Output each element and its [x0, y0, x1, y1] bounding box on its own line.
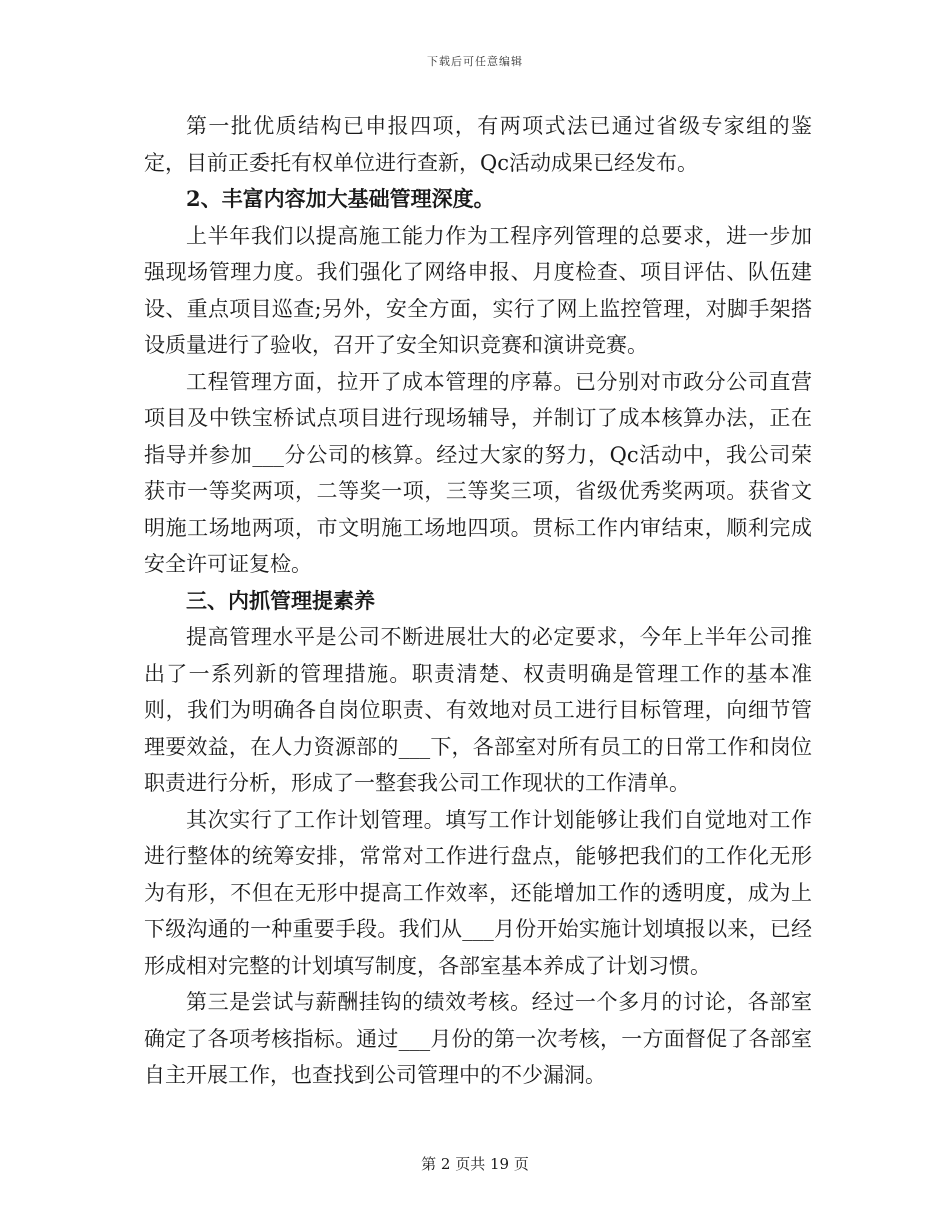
paragraph-engineering-management: 工程管理方面，拉开了成本管理的序幕。已分别对市政分公司直营项目及中铁宝桥试点项目进行现场辅导，并制订了成本核算办法，正在指导并参加___分公司的核算。经过大家的努力，Qc活动中，我公司荣获市一等奖两项，二等奖一项，三等奖三项，省级优秀奖两项。获省文明施工场地两项，市文明施工场地四项。贯标工作内审结束，顺利完成安全许可证复检。: [144, 369, 812, 576]
paragraph-work-plan: 其次实行了工作计划管理。填写工作计划能够让我们自觉地对工作进行整体的统筹安排，常常对工作进行盘点，能够把我们的工作化无形为有形，不但在无形中提高工作效率，还能增加工作的透明度，成为上下级沟通的一种重要手段。我们从___月份开始实施计划填报以来，已经形成相对完整的计划填写制度，各部室基本养成了计划习惯。: [144, 807, 812, 978]
page-number: 第 2 页共 19 页: [421, 1155, 529, 1173]
paragraph-management-level: 提高管理水平是公司不断进展壮大的必定要求，今年上半年公司推出了一系列新的管理措施。职责清楚、权责明确是管理工作的基本准则，我们为明确各自岗位职责、有效地对员工进行目标管理，向细节管理要效益，在人力资源部的___下，各部室对所有员工的日常工作和岗位职责进行分析，形成了一整套我公司工作现状的工作清单。: [144, 625, 812, 795]
section-heading-basic-management: 2、丰富内容加大基础管理深度。: [186, 186, 495, 211]
paragraph-site-management: 上半年我们以提高施工能力作为工程序列管理的总要求，进一步加强现场管理力度。我们强化了网络申报、月度检查、项目评估、队伍建设、重点项目巡查;另外，安全方面，实行了网上监控管理，对脚手架搭设质量进行了验收，召开了安全知识竞赛和演讲竞赛。: [144, 223, 812, 357]
paragraph-performance-review: 第三是尝试与薪酬挂钩的绩效考核。经过一个多月的讨论，各部室确定了各项考核指标。通过___月份的第一次考核，一方面督促了各部室自主开展工作，也查找到公司管理中的不少漏洞。: [144, 990, 812, 1087]
paragraph-quality-structures: 第一批优质结构已申报四项，有两项式法已通过省级专家组的鉴定，目前正委托有权单位进行查新，Qc活动成果已经发布。: [144, 114, 812, 175]
page-header-note: 下载后可任意编辑: [427, 55, 523, 68]
section-heading-internal-management: 三、内抓管理提素养: [186, 587, 375, 613]
document-body: [144, 108, 812, 1094]
